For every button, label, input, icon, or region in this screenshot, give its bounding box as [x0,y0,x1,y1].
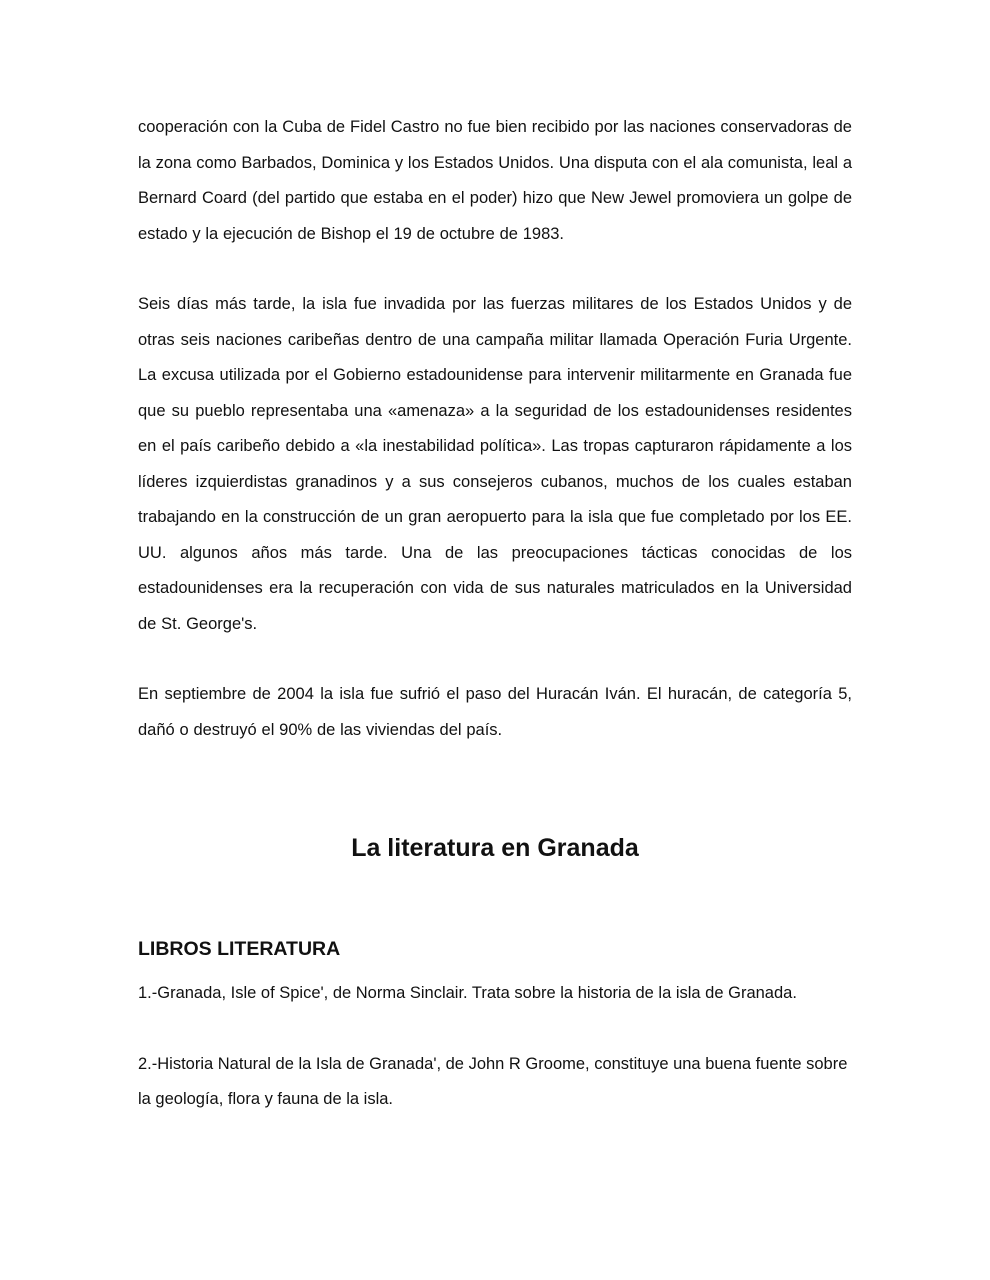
book-spacer [138,1012,852,1047]
document-body [138,110,852,1118]
paragraph-spacer [138,642,852,677]
section-spacer [138,748,852,828]
section-spacer [138,868,852,934]
paragraph-cuba-relations: cooperación con la Cuba de Fidel Castro no fue bien recibido por las naciones conservadoras de la zona como Barbados, Dominica y los Estados Unidos. Una disputa con el ala comunista, leal a Bernard Coard (del partido que estaba en el poder) hizo que New Jewel promoviera un golpe de estado y la ejecución de Bishop el 19 de octubre de 1983. [138,118,852,243]
book-item-1: 1.-Granada, Isle of Spice', de Norma Sinclair. Trata sobre la historia de la isla de Granada. [138,984,797,1002]
book-item-2: 2.-Historia Natural de la Isla de Granada', de John R Groome, constituye una buena fuente sobre la geología, flora y fauna de la isla. [138,1054,848,1108]
paragraph-invasion: Seis días más tarde, la isla fue invadida por las fuerzas militares de los Estados Unidos y de otras seis naciones caribeñas dentro de una campaña militar llamada Operación Furia Urgente. La excusa utilizada por el Gobierno estadounidense para intervenir militarmente en Granada fue que su pueblo representaba una «amenaza» a la seguridad de los estadounidenses residentes en el país caribeño debido a «la inestabilidad política». Las tropas capturaron rápidamente a los líderes izquierdistas granadinos y a sus consejeros cubanos, muchos de los cuales estaban trabajando en la construcción de un gran aeropuerto para la isla que fue completado por los EE. UU. algunos años más tarde. Una de las preocupaciones tácticas conocidas de los estadounidenses era la recuperación con vida de sus naturales matriculados en la Universidad de St. George's. [138,295,852,633]
subsection-title: LIBROS LITERATURA [138,938,341,960]
paragraph-hurricane: En septiembre de 2004 la isla fue sufrió el paso del Huracán Iván. El huracán, de categoría 5, dañó o destruyó el 90% de las viviendas del país. [138,685,852,739]
section-title: La literatura en Granada [351,834,639,862]
paragraph-spacer [138,252,852,287]
